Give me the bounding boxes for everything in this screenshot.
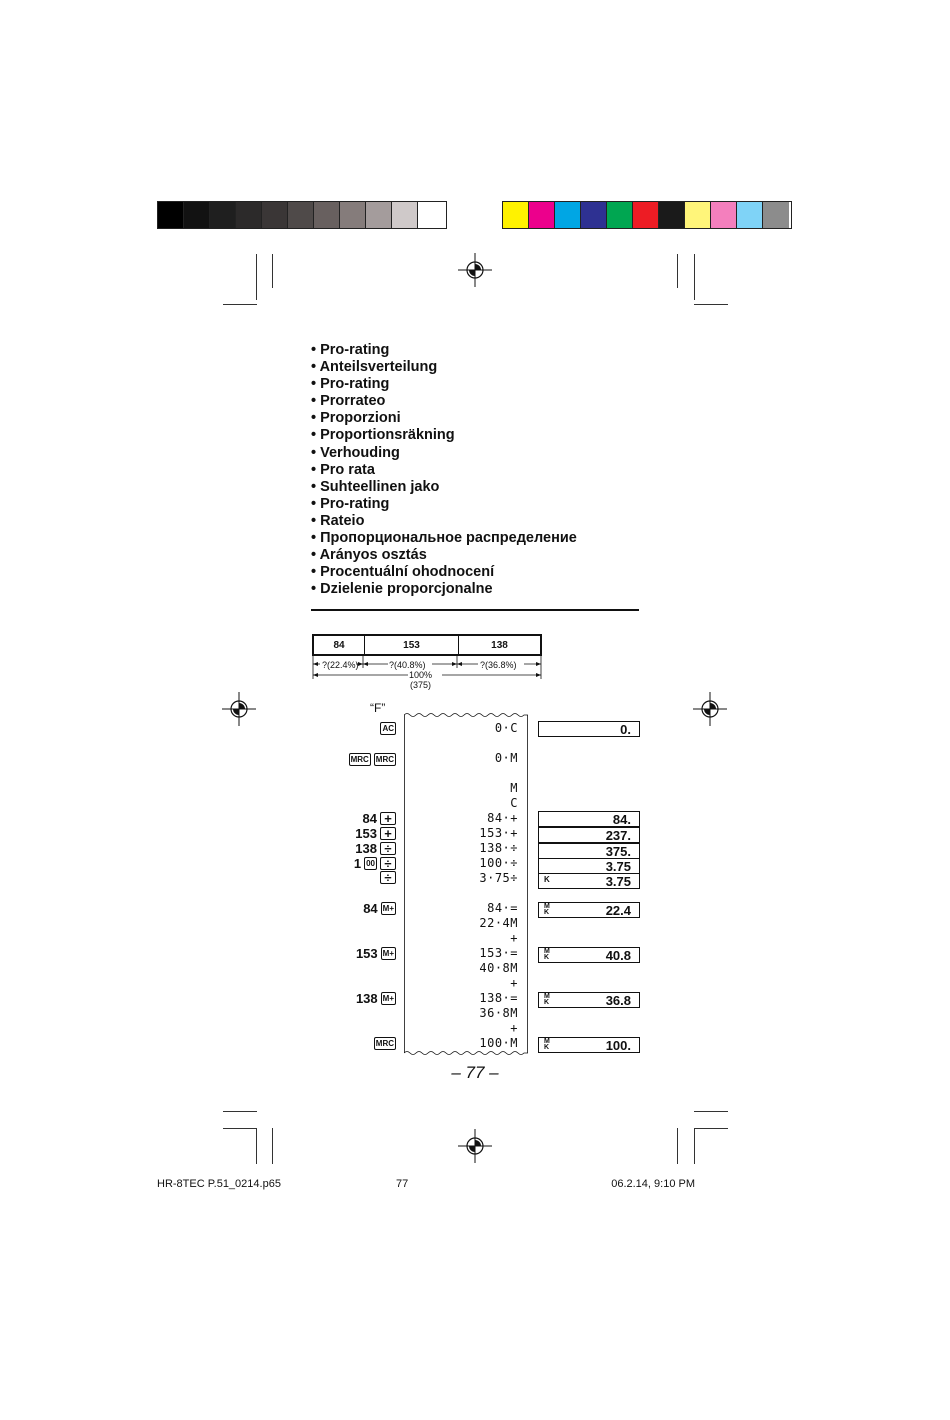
total-percent-label: 100%	[409, 670, 433, 680]
proportion-table	[312, 634, 542, 656]
language-title: • Verhouding	[311, 445, 577, 462]
color-swatch	[210, 202, 236, 228]
key-step	[380, 871, 396, 884]
color-swatch	[529, 202, 555, 228]
divide-key[interactable]: ÷	[380, 842, 396, 855]
language-title: • Pro-rating	[311, 342, 577, 359]
display-readout	[538, 992, 640, 1008]
color-swatch	[314, 202, 340, 228]
ac-key[interactable]: AC	[382, 724, 394, 733]
constant-indicator: K	[544, 875, 550, 884]
language-title: • Rateio	[311, 513, 577, 530]
color-swatch	[288, 202, 314, 228]
tape-line: 40·8M	[479, 961, 518, 975]
tape-line: 84·=	[487, 901, 518, 915]
key-step	[356, 991, 396, 1006]
memory-constant-indicator: M K	[544, 993, 550, 1006]
color-swatch	[685, 202, 711, 228]
color-calibration-bar	[502, 201, 792, 229]
display-value: 22.4	[605, 903, 631, 918]
display-value: 375.	[605, 844, 631, 859]
color-swatch	[607, 202, 633, 228]
color-swatch	[737, 202, 763, 228]
key-step	[363, 811, 396, 826]
display-readout	[538, 873, 640, 889]
m-plus-key[interactable]: M+	[382, 904, 394, 913]
tape-line: +	[510, 931, 518, 945]
language-title-list	[311, 342, 577, 598]
key-number: 138	[355, 841, 377, 856]
key-step	[380, 722, 396, 735]
display-value: 100.	[605, 1038, 631, 1053]
display-readout	[538, 843, 640, 859]
tape-line: 22·4M	[479, 916, 518, 930]
crop-mark	[256, 1128, 257, 1164]
mode-label: “F”	[370, 701, 386, 715]
crop-mark	[694, 1128, 695, 1164]
key-step	[363, 901, 396, 916]
display-readout	[538, 1037, 640, 1053]
display-readout	[538, 721, 640, 737]
crop-mark	[694, 254, 695, 300]
tape-line: 36·8M	[479, 1006, 518, 1020]
divide-key[interactable]: ÷	[380, 857, 396, 870]
registration-mark-icon	[222, 692, 256, 726]
double-zero-key[interactable]: 00	[366, 859, 375, 868]
color-swatch	[581, 202, 607, 228]
crop-mark	[272, 1128, 273, 1164]
section-divider	[311, 609, 639, 611]
tape-line: +	[510, 1021, 518, 1035]
share-label: ?(22.4%)	[322, 660, 359, 670]
display-value: 3.75	[605, 859, 631, 874]
language-title: • Prorrateo	[311, 393, 577, 410]
display-value: 36.8	[605, 993, 631, 1008]
language-title: • Arányos osztás	[311, 547, 577, 564]
display-value: 3.75	[605, 874, 631, 889]
share-label: ?(40.8%)	[389, 660, 426, 670]
color-swatch	[392, 202, 418, 228]
page-number: – 77 –	[451, 1063, 499, 1082]
crop-mark	[223, 1128, 257, 1129]
color-swatch	[340, 202, 366, 228]
tape-line: 100·M	[479, 1036, 518, 1050]
total-label: (375)	[410, 680, 432, 690]
color-swatch	[158, 202, 184, 228]
language-title: • Пропорциональное распределение	[311, 530, 577, 547]
crop-mark	[223, 304, 257, 305]
footer-filename: HR-8TEC P.51_0214.p65	[157, 1178, 281, 1190]
color-swatch	[236, 202, 262, 228]
registration-mark-icon	[693, 692, 727, 726]
mrc-key[interactable]: MRC	[375, 1039, 394, 1048]
memory-constant-indicator: M K	[544, 1038, 550, 1051]
color-swatch	[555, 202, 581, 228]
display-readout	[538, 811, 640, 827]
tape-line: C	[510, 796, 518, 810]
key-number: 84	[362, 811, 377, 826]
language-title: • Pro rata	[311, 462, 577, 479]
display-readout	[538, 947, 640, 963]
key-number: 84	[363, 901, 378, 916]
grayscale-calibration-bar	[157, 201, 447, 229]
memory-constant-indicator: M K	[544, 903, 550, 916]
display-value: 237.	[605, 828, 631, 843]
color-swatch	[633, 202, 659, 228]
language-title: • Suhteellinen jako	[311, 479, 577, 496]
share-label: ?(36.8%)	[480, 660, 517, 670]
divide-key[interactable]: ÷	[380, 871, 396, 884]
key-number: 138	[355, 991, 378, 1006]
crop-mark	[694, 1128, 728, 1129]
display-readout	[538, 827, 640, 843]
color-swatch	[503, 202, 529, 228]
key-step	[349, 753, 396, 766]
language-title: • Pro-rating	[311, 496, 577, 513]
display-value: 40.8	[605, 948, 631, 963]
color-swatch	[366, 202, 392, 228]
display-readout	[538, 858, 640, 874]
key-number: 153	[355, 826, 377, 841]
language-title: • Proporzioni	[311, 410, 577, 427]
proportion-cell: 153	[365, 636, 459, 654]
tape-line: 138·=	[479, 991, 518, 1005]
key-number: 1	[353, 856, 362, 871]
m-plus-key[interactable]: M+	[382, 949, 394, 958]
tape-line: 0·C	[494, 721, 518, 735]
tape-line: 153·+	[479, 826, 518, 840]
key-number: 153	[355, 946, 378, 961]
crop-mark	[694, 304, 728, 305]
plus-key[interactable]: +	[380, 812, 396, 825]
crop-mark	[256, 254, 257, 300]
proportion-cell: 138	[491, 639, 508, 651]
tape-line: +	[510, 976, 518, 990]
crop-mark	[272, 254, 273, 288]
crop-mark	[677, 254, 678, 288]
language-title: • Proportionsräkning	[311, 427, 577, 444]
tape-line: 84·+	[487, 811, 518, 825]
memory-constant-indicator: M K	[544, 948, 550, 961]
proportion-cell: 84	[314, 636, 365, 654]
tape-line: 153·=	[479, 946, 518, 960]
color-swatch	[659, 202, 685, 228]
key-step	[356, 946, 396, 961]
m-plus-key[interactable]: M+	[382, 994, 394, 1003]
display-value: 84.	[612, 812, 631, 827]
mrc-key[interactable]: MRC	[350, 755, 369, 764]
key-step	[355, 826, 396, 841]
tape-line: 100·÷	[479, 856, 518, 870]
language-title: • Pro-rating	[311, 376, 577, 393]
tape-line: M	[510, 781, 518, 795]
mrc-key[interactable]: MRC	[375, 755, 394, 764]
key-step	[374, 1037, 396, 1050]
tape-line: 3·75÷	[479, 871, 518, 885]
crop-mark	[677, 1128, 678, 1164]
color-swatch	[418, 202, 444, 228]
footer-page: 77	[396, 1178, 409, 1190]
language-title: • Anteilsverteilung	[311, 359, 577, 376]
language-title: • Dzielenie proporcjonalne	[311, 581, 577, 598]
color-swatch	[262, 202, 288, 228]
display-value: 0.	[620, 722, 631, 737]
color-swatch	[711, 202, 737, 228]
color-swatch	[184, 202, 210, 228]
key-step	[355, 841, 396, 856]
tape-line: 0·M	[494, 751, 518, 765]
footer-date: 06.2.14, 9:10 PM	[611, 1178, 695, 1190]
color-swatch	[763, 202, 789, 228]
tape-line: 138·÷	[479, 841, 518, 855]
language-title: • Procentuální ohodnocení	[311, 564, 577, 581]
plus-key[interactable]: +	[380, 827, 396, 840]
registration-mark-icon	[458, 253, 492, 287]
crop-mark	[223, 1111, 257, 1112]
registration-mark-icon	[458, 1129, 492, 1163]
crop-mark	[694, 1111, 728, 1112]
display-readout	[538, 902, 640, 918]
key-step	[354, 856, 396, 871]
